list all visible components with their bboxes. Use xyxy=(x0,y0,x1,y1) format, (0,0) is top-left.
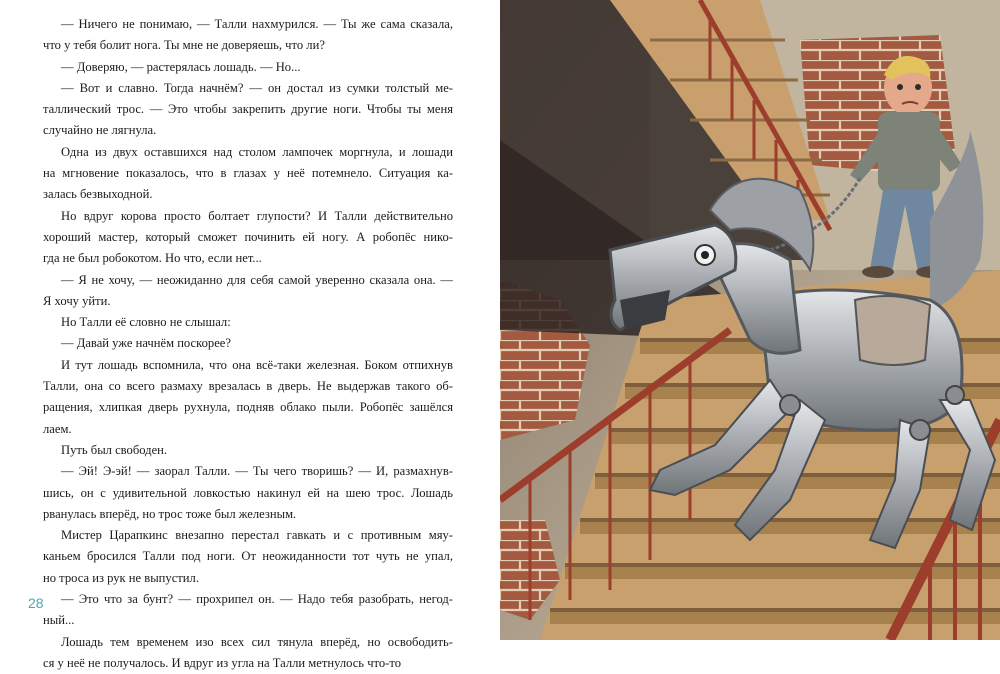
text-line: рванулась вперёд, но трос тоже был железным. xyxy=(43,506,297,521)
text-column xyxy=(43,14,453,674)
illustration xyxy=(500,0,1000,640)
paragraph xyxy=(43,355,453,440)
paragraph xyxy=(43,461,453,525)
text-line: хороший мастер, который сможет починить ей ногу. А робопёс нико- xyxy=(43,229,453,244)
paragraph xyxy=(43,312,453,333)
text-line: Я хочу уйти. xyxy=(43,293,111,308)
paragraph xyxy=(43,142,453,206)
text-line: каньем бросился Талли под ноги. От неожиданности тот чуть не упал, xyxy=(43,549,453,564)
text-line: но троса из рук не выпустил. xyxy=(43,570,199,585)
paragraph xyxy=(43,270,453,313)
text-line: ращения, хлипкая дверь рухнула, подняв облако пыли. Робопёс зашёлся xyxy=(43,400,453,415)
text-line: случайно не лягнула. xyxy=(43,123,157,138)
text-line: — Доверяю, — растерялась лошадь. — Но... xyxy=(61,59,301,74)
paragraph xyxy=(43,333,453,354)
text-line: таллический трос. — Это чтобы закрепить другие ноги. Чтобы ты меня xyxy=(43,102,453,117)
paragraph xyxy=(43,440,453,461)
paragraph xyxy=(43,632,453,674)
text-line: залась безвыходной. xyxy=(43,187,153,202)
paragraph xyxy=(43,57,453,78)
paragraph xyxy=(43,78,453,142)
text-line: — Я не хочу, — неожиданно для себя самой уверенно сказала она. — xyxy=(61,272,453,287)
paragraph xyxy=(43,14,453,57)
text-line: — Это что за бунт? — прохрипел он. — Надо тебя разобрать, негод- xyxy=(61,592,453,607)
text-page xyxy=(0,0,500,670)
text-line: И тут лошадь вспомнила, что она всё-таки железная. Боком отпихнув xyxy=(61,357,453,372)
page-number: 28 xyxy=(28,595,44,611)
paragraph xyxy=(43,589,453,632)
text-line: — Давай уже начнём поскорее? xyxy=(61,336,231,351)
text-line: ный... xyxy=(43,613,75,628)
text-line: шись, он с удивительной ловкостью накинул ей на шею трос. Лошадь xyxy=(43,485,453,500)
paragraph xyxy=(43,206,453,270)
text-line: Но Талли её словно не слышал: xyxy=(61,315,231,330)
text-line: — Вот и славно. Тогда начнём? — он достал из сумки толстый ме- xyxy=(61,80,453,95)
text-line: Но вдруг корова просто болтает глупости? И Талли действительно xyxy=(61,208,453,223)
paragraph xyxy=(43,525,453,589)
text-line: что у тебя болит нога. Ты мне не доверяешь, что ли? xyxy=(43,38,325,53)
text-line: — Ничего не понимаю, — Талли нахмурился. — Ты же сама сказала, xyxy=(61,17,453,31)
text-line: Лошадь тем временем изо всех сил тянула вперёд, но освободить- xyxy=(61,634,453,649)
text-line: ся у неё не получалось. И вдруг из угла на Талли метнулось что-то xyxy=(43,655,401,670)
text-line: на мгновение показалось, что в глазах у неё потемнело. Ситуация ка- xyxy=(43,166,453,181)
text-line: Мистер Царапкинс внезапно перестал гавкать и с противным мяу- xyxy=(61,528,453,543)
illustration-svg xyxy=(500,0,1000,640)
text-line: Талли, она со всего размаху врезалась в дверь. Не выдержав такого об- xyxy=(43,379,453,394)
text-line: Путь был свободен. xyxy=(61,442,168,457)
text-line: гда не был робокотом. Но что, если нет... xyxy=(43,251,262,266)
text-line: Одна из двух оставшихся над столом лампочек моргнула, и лошади xyxy=(61,144,453,159)
text-line: лаем. xyxy=(43,421,72,436)
text-line: — Эй! Э-эй! — заорал Талли. — Ты чего творишь? — И, размахнув- xyxy=(61,464,453,479)
